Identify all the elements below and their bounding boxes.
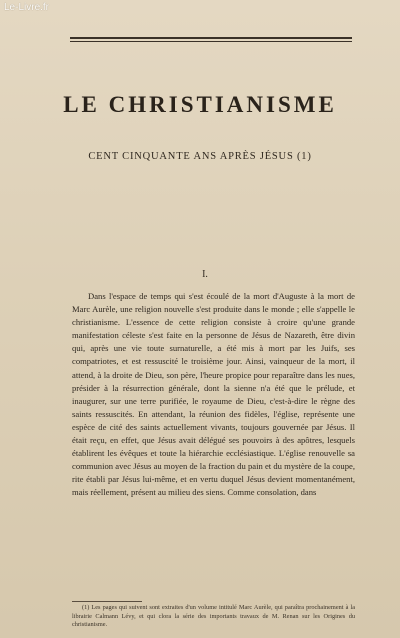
article-title: LE CHRISTIANISME [63, 92, 337, 117]
footnote: (1) Les pages qui suivent sont extraites d'un volume intitulé Marc Aurèle, qui paraîtra prochainement à la librairie Calmann Lévy, et qui clora la série des importants travaux de M. Renan sur les Origines du christianisme. [72, 604, 355, 629]
footnote-rule [72, 601, 142, 602]
watermark: Le-Livre.fr [4, 2, 50, 13]
header-rule-thin [70, 41, 352, 42]
article-subtitle: CENT CINQUANTE ANS APRÈS JÉSUS (1) [88, 151, 312, 162]
section-number: I. [202, 269, 208, 280]
header-rule-thick [70, 37, 352, 39]
body-paragraph: Dans l'espace de temps qui s'est écoulé de la mort d'Auguste à la mort de Marc Aurèle, une religion nouvelle s'est produite dans le monde ; elle s'appelle le christianisme. L'essence de cette religion consiste à croire qu'une grande manifestation céleste s'est faite en la personne de Jésus de Nazareth, être divin qui, après une vie toute surnaturelle, a été mis à mort par les Juifs, ses compatriotes, et est ressuscité le troisième jour. Ainsi, vainqueur de la mort, il attend, à la droite de Dieu, son père, l'heure propice pour reparaître dans les nues, présider à la résurrection générale, dont la sienne n'a été que le prélude, et inaugurer, sur une terre purifiée, le royaume de Dieu, c'est-à-dire le règne des saints ressuscités. En attendant, la réunion des fidèles, l'église, représente une espèce de cité des saints actuellement vivants, toujours gouvernée par Jésus. Il était reçu, en effet, que Jésus avait délégué ses pouvoirs à des apôtres, lesquels établirent les évêques et toute la hiérarchie ecclésiastique. L'église renouvelle sa communion avec Jésus au moyen de la fraction du pain et du mystère de la coupe, rite établi par Jésus lui-même, et en vertu duquel Jésus devient momentanément, mais réellement, présent au milieu des siens. Comme consolation, dans [72, 291, 355, 498]
